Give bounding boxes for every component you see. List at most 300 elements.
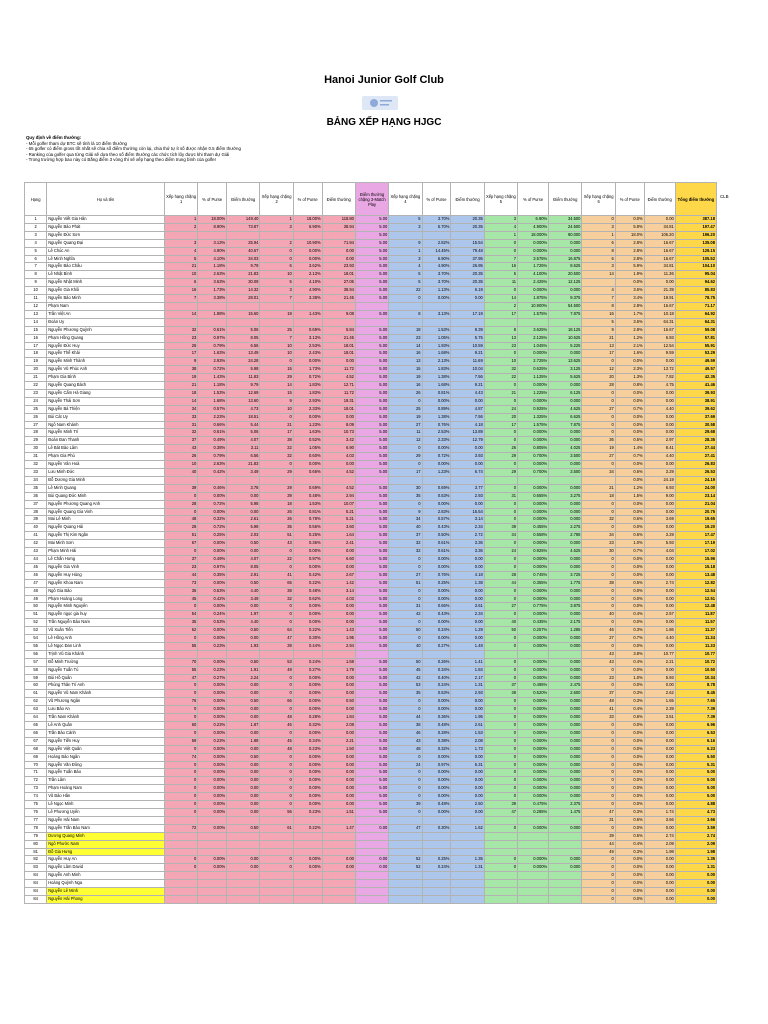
points5-cell: 0.000 xyxy=(549,864,582,872)
points6-cell: 21.39 xyxy=(644,287,675,295)
points2-cell: 2.67 xyxy=(322,571,355,579)
purse2-cell: 0.81% xyxy=(293,508,322,516)
points6-cell: 0.00 xyxy=(644,880,675,888)
total-cell: 5.00 xyxy=(675,793,716,801)
rank4-cell: 5 xyxy=(389,271,422,279)
purse2-cell: 0.00% xyxy=(293,611,322,619)
points5-cell: 0.000 xyxy=(549,508,582,516)
rank6-cell xyxy=(582,476,615,484)
purse1-cell xyxy=(198,302,227,310)
points5-cell: 0.000 xyxy=(549,761,582,769)
table-row xyxy=(25,603,717,611)
match-points-cell: 5.00 xyxy=(355,698,388,706)
rank1-cell: 0 xyxy=(164,706,197,714)
table-row xyxy=(25,627,717,635)
points6-cell: 0.00 xyxy=(644,722,675,730)
points2-cell: 0.00 xyxy=(322,563,355,571)
points1-cell: 0.00 xyxy=(227,729,260,737)
rank6-cell: 0 xyxy=(582,729,615,737)
table-row xyxy=(25,769,717,777)
points6-cell: 24.19 xyxy=(644,476,675,484)
purse6-cell: 2.8% xyxy=(615,255,644,263)
purse4-cell: 0.00% xyxy=(422,587,451,595)
total-cell: 55.91 xyxy=(675,342,716,350)
purse5-cell xyxy=(518,895,549,903)
purse1-cell: 0.00% xyxy=(198,769,227,777)
purse1-cell: 3.38% xyxy=(198,295,227,303)
purse4-cell: 3.70% xyxy=(422,279,451,287)
rank1-cell: 0 xyxy=(164,769,197,777)
points5-cell: 6.625 xyxy=(549,413,582,421)
rank5-cell xyxy=(484,888,517,896)
col-points6: Điểm thưởng xyxy=(644,183,675,216)
purse1-cell xyxy=(198,872,227,880)
purse2-cell: 0.48% xyxy=(293,587,322,595)
purse2-cell: 1.73% xyxy=(293,366,322,374)
points1-cell xyxy=(227,476,260,484)
ranking-table-wrap xyxy=(24,182,717,904)
rank2-cell: 0 xyxy=(260,706,293,714)
points6-cell: 2.57 xyxy=(644,611,675,619)
rank1-cell: 19 xyxy=(164,374,197,382)
rank1-cell: 59 xyxy=(164,737,197,745)
rank-cell: 30 xyxy=(25,445,47,453)
rank6-cell: 0 xyxy=(582,745,615,753)
points1-cell: 0.00 xyxy=(227,548,260,556)
purse6-cell: 2.1% xyxy=(615,342,644,350)
points4-cell: 11.69 xyxy=(451,358,484,366)
purse5-cell: 6.90% xyxy=(518,216,549,224)
rank6-cell: 48 xyxy=(582,698,615,706)
points5-cell: 18.125 xyxy=(549,326,582,334)
rank-cell: 61 xyxy=(25,690,47,698)
match-points-cell: 5.00 xyxy=(355,571,388,579)
points4-cell: 9.21 xyxy=(451,350,484,358)
points2-cell: 6.60 xyxy=(322,555,355,563)
points5-cell: 0.000 xyxy=(549,350,582,358)
purse1-cell: 0.46% xyxy=(198,484,227,492)
rank4-cell: 3 xyxy=(389,223,422,231)
name-cell: Nguyễn Quang Gia Vinh xyxy=(47,508,165,516)
table-row xyxy=(25,595,717,603)
points5-cell: 0.000 xyxy=(549,753,582,761)
points1-cell: 5.06 xyxy=(227,326,260,334)
points6-cell: 4.75 xyxy=(644,382,675,390)
match-points-cell: 5.00 xyxy=(355,595,388,603)
total-cell: 1.98 xyxy=(675,848,716,856)
match-points-cell: 5.00 xyxy=(355,287,388,295)
name-cell: Nguyễn Việt Quân xyxy=(47,745,165,753)
points6-cell: 1.98 xyxy=(644,848,675,856)
points2-cell: 3.60 xyxy=(322,524,355,532)
name-cell: Lê Hồng Anh xyxy=(47,635,165,643)
rank1-cell: 32 xyxy=(164,429,197,437)
table-row xyxy=(25,587,717,595)
purse2-cell: 0.34% xyxy=(293,737,322,745)
rank-cell: 79 xyxy=(25,832,47,840)
points6-cell: 0.00 xyxy=(644,729,675,737)
points5-cell: 1.475 xyxy=(549,808,582,816)
purse2-cell: 0.00% xyxy=(293,358,322,366)
points5-cell: 9.375 xyxy=(549,295,582,303)
purse4-cell: 0.24% xyxy=(422,864,451,872)
points6-cell: 0.00 xyxy=(644,824,675,832)
purse5-cell: 3.575% xyxy=(518,255,549,263)
rank6-cell: 0 xyxy=(582,619,615,627)
match-points-cell: 5.00 xyxy=(355,500,388,508)
purse1-cell: 0.23% xyxy=(198,722,227,730)
rank-cell: 66 xyxy=(25,729,47,737)
table-row xyxy=(25,777,717,785)
rank5-cell: 0 xyxy=(484,516,517,524)
rank1-cell: 0 xyxy=(164,745,197,753)
purse6-cell: 1.9% xyxy=(615,271,644,279)
points1-cell: 4.40 xyxy=(227,619,260,627)
table-row xyxy=(25,801,717,809)
purse4-cell xyxy=(422,895,451,903)
points6-cell: 0.00 xyxy=(644,421,675,429)
rank1-cell: 0 xyxy=(164,808,197,816)
rank5-cell: 0 xyxy=(484,769,517,777)
rank6-cell: 46 xyxy=(582,627,615,635)
rank6-cell: 20 xyxy=(582,374,615,382)
rank2-cell: 48 xyxy=(260,745,293,753)
col-rank: Hạng xyxy=(25,183,47,216)
points1-cell: 8.05 xyxy=(227,334,260,342)
match-points-cell: 5.00 xyxy=(355,429,388,437)
rank4-cell xyxy=(389,840,422,848)
rank-cell: 4 xyxy=(25,239,47,247)
table-row xyxy=(25,840,717,848)
rank4-cell: 46 xyxy=(389,729,422,737)
points2-cell: 0.00 xyxy=(322,247,355,255)
rank2-cell: 0 xyxy=(260,864,293,872)
points1-cell: 2.03 xyxy=(227,532,260,540)
rank2-cell xyxy=(260,872,293,880)
table-row xyxy=(25,358,717,366)
points6-cell: 0.00 xyxy=(644,595,675,603)
purse1-cell: 0.00% xyxy=(198,627,227,635)
purse4-cell xyxy=(422,476,451,484)
points1-cell: 149.40 xyxy=(227,216,260,224)
name-cell: Lê Bát Bảo Lâm xyxy=(47,445,165,453)
rank1-cell: 0 xyxy=(164,761,197,769)
rank2-cell: 45 xyxy=(260,737,293,745)
table-row xyxy=(25,334,717,342)
table-row xyxy=(25,500,717,508)
rank1-cell xyxy=(164,318,197,326)
rank4-cell xyxy=(389,650,422,658)
rank6-cell: 43 xyxy=(582,650,615,658)
name-cell: Phạm Gia Phú xyxy=(47,453,165,461)
purse5-cell: 0.000% xyxy=(518,429,549,437)
rank4-cell: 48 xyxy=(389,745,422,753)
points6-cell: 9.00 xyxy=(644,492,675,500)
rank2-cell: 0 xyxy=(260,682,293,690)
rank1-cell: 38 xyxy=(164,366,197,374)
name-cell: Trần Việt An xyxy=(47,310,165,318)
total-cell: 78.75 xyxy=(675,295,716,303)
match-points-cell: 5.00 xyxy=(355,382,388,390)
rank-cell: 77 xyxy=(25,816,47,824)
rank1-cell: 48 xyxy=(164,516,197,524)
purse6-cell: 0.6% xyxy=(615,532,644,540)
match-points-cell: 5.00 xyxy=(355,635,388,643)
table-row xyxy=(25,674,717,682)
points2-cell: 4.03 xyxy=(322,453,355,461)
table-row xyxy=(25,302,717,310)
purse5-cell: 0.000% xyxy=(518,745,549,753)
points1-cell: 0.00 xyxy=(227,492,260,500)
rank6-cell: 3 xyxy=(582,263,615,271)
rank1-cell: 10 xyxy=(164,271,197,279)
rank4-cell: 0 xyxy=(389,753,422,761)
ranking-table xyxy=(24,182,717,904)
purse4-cell: 0.81% xyxy=(422,389,451,397)
match-points-cell xyxy=(355,476,388,484)
purse5-cell: 0.285% xyxy=(518,808,549,816)
points4-cell: 4.18 xyxy=(451,421,484,429)
purse6-cell: 1.2% xyxy=(615,334,644,342)
rank2-cell: 10 xyxy=(260,271,293,279)
rank-cell: 54 xyxy=(25,635,47,643)
rank6-cell: 0 xyxy=(582,864,615,872)
points4-cell: 2.17 xyxy=(451,674,484,682)
rank-cell: 34 xyxy=(25,476,47,484)
table-row xyxy=(25,666,717,674)
table-row xyxy=(25,635,717,643)
rank2-cell xyxy=(260,476,293,484)
total-cell: 13.48 xyxy=(675,571,716,579)
name-cell: Nguyễn Thị Kim Ngân xyxy=(47,532,165,540)
points4-cell xyxy=(451,895,484,903)
purse1-cell: 1.53% xyxy=(198,389,227,397)
match-points-cell: 5.00 xyxy=(355,722,388,730)
points5-cell: 0.000 xyxy=(549,540,582,548)
rank4-cell: 0 xyxy=(389,461,422,469)
rank6-cell: 0 xyxy=(582,421,615,429)
purse2-cell: 0.78% xyxy=(293,516,322,524)
rank-cell: 47 xyxy=(25,579,47,587)
name-cell: Nguyễn Lâm David xyxy=(47,864,165,872)
purse2-cell: 0.23% xyxy=(293,808,322,816)
purse1-cell: 0.00% xyxy=(198,777,227,785)
purse1-cell xyxy=(198,848,227,856)
points2-cell: 1.50 xyxy=(322,745,355,753)
points6-cell: 4.40 xyxy=(644,453,675,461)
rank1-cell: 16 xyxy=(164,287,197,295)
match-points-cell: 5.00 xyxy=(355,445,388,453)
name-cell: Lê Chấn Hưng xyxy=(47,555,165,563)
rank-cell: 40 xyxy=(25,524,47,532)
purse5-cell: 0.000% xyxy=(518,611,549,619)
rank5-cell: 24 xyxy=(484,548,517,556)
match-points-cell: 5.00 xyxy=(355,247,388,255)
table-row xyxy=(25,737,717,745)
points2-cell: 8.09 xyxy=(322,421,355,429)
points2-cell: 1.51 xyxy=(322,808,355,816)
name-cell: Nguyễn Tuấn Bảo xyxy=(47,769,165,777)
rank1-cell: 28 xyxy=(164,524,197,532)
table-row xyxy=(25,824,717,832)
purse5-cell: 0.000% xyxy=(518,864,549,872)
name-cell: Nguyễn Khoa Nam xyxy=(47,579,165,587)
rank2-cell: 2 xyxy=(260,239,293,247)
purse1-cell: 0.27% xyxy=(198,674,227,682)
purse4-cell: 0.48% xyxy=(422,801,451,809)
points6-cell: 106.20 xyxy=(644,231,675,239)
points4-cell: 2.34 xyxy=(451,524,484,532)
purse6-cell: 0.0% xyxy=(615,666,644,674)
table-row xyxy=(25,421,717,429)
rank-cell: 72 xyxy=(25,777,47,785)
total-cell: 135.08 xyxy=(675,239,716,247)
points2-cell: 11.72 xyxy=(322,389,355,397)
rank4-cell: 31 xyxy=(389,603,422,611)
rank-cell: 35 xyxy=(25,484,47,492)
points1-cell: 0.00 xyxy=(227,777,260,785)
purse2-cell: 1.83% xyxy=(293,382,322,390)
rank2-cell: 66 xyxy=(260,698,293,706)
points6-cell: 0.00 xyxy=(644,785,675,793)
rank6-cell: 0 xyxy=(582,793,615,801)
purse2-cell: 0.00% xyxy=(293,801,322,809)
points5-cell: 5.225 xyxy=(549,342,582,350)
rank5-cell: 0 xyxy=(484,729,517,737)
points4-cell: 0.00 xyxy=(451,706,484,714)
rank1-cell: 5 xyxy=(164,255,197,263)
rank-cell: 36 xyxy=(25,492,47,500)
purse6-cell: 0.0% xyxy=(615,279,644,287)
purse4-cell: 1.53% xyxy=(422,326,451,334)
rank6-cell: 8 xyxy=(582,302,615,310)
table-row xyxy=(25,571,717,579)
points4-cell: 0.00 xyxy=(451,445,484,453)
points1-cell: 0.50 xyxy=(227,579,260,587)
purse5-cell: 0.000% xyxy=(518,635,549,643)
rank-cell: 9 xyxy=(25,279,47,287)
points6-cell: 2.62 xyxy=(644,690,675,698)
rank5-cell: 39 xyxy=(484,524,517,532)
points5-cell: 0.000 xyxy=(549,247,582,255)
rank4-cell: 40 xyxy=(389,524,422,532)
points4-cell xyxy=(451,848,484,856)
points5-cell: 3.725 xyxy=(549,571,582,579)
purse1-cell: 0.00% xyxy=(198,603,227,611)
points5-cell xyxy=(549,848,582,856)
name-cell: Bùi Cát Uy xyxy=(47,413,165,421)
purse5-cell: 0.000% xyxy=(518,706,549,714)
purse6-cell: 0.0% xyxy=(615,429,644,437)
purse5-cell xyxy=(518,872,549,880)
points2-cell: 0.00 xyxy=(322,864,355,872)
rank1-cell: 14 xyxy=(164,397,197,405)
points2-cell: 0.00 xyxy=(322,461,355,469)
points1-cell: 30.09 xyxy=(227,279,260,287)
points4-cell: 1.53 xyxy=(451,729,484,737)
rank1-cell: 37 xyxy=(164,555,197,563)
purse5-cell: 0.000% xyxy=(518,563,549,571)
purse2-cell: 0.00% xyxy=(293,793,322,801)
name-cell: Trần Lâm xyxy=(47,777,165,785)
rank5-cell: 24 xyxy=(484,405,517,413)
purse2-cell: 10.90% xyxy=(293,239,322,247)
match-points-cell: 5.00 xyxy=(355,405,388,413)
col-purse1: % of Purse xyxy=(198,183,227,216)
points2-cell: 0.00 xyxy=(322,611,355,619)
purse1-cell: 1.43% xyxy=(198,374,227,382)
points4-cell: 0.00 xyxy=(451,595,484,603)
rank5-cell: 37 xyxy=(484,682,517,690)
name-cell: Nguyễn Phương Quang Anh xyxy=(47,500,165,508)
rank-cell: 62 xyxy=(25,698,47,706)
rank1-cell: 72 xyxy=(164,824,197,832)
points2-cell: 4.52 xyxy=(322,469,355,477)
purse4-cell: 0.00% xyxy=(422,619,451,627)
points6-cell: 12.54 xyxy=(644,342,675,350)
purse4-cell: 0.50% xyxy=(422,532,451,540)
points4-cell xyxy=(451,302,484,310)
rank4-cell: 1 xyxy=(389,247,422,255)
rank2-cell: 29 xyxy=(260,484,293,492)
purse4-cell: 0.00% xyxy=(422,698,451,706)
purse6-cell: 0.3% xyxy=(615,627,644,635)
points6-cell: 5.93 xyxy=(644,674,675,682)
rank6-cell: 0 xyxy=(582,595,615,603)
purse1-cell: 0.23% xyxy=(198,642,227,650)
purse6-cell: 0.0% xyxy=(615,595,644,603)
purse4-cell: 0.38% xyxy=(422,737,451,745)
points5-cell: 2.788 xyxy=(549,532,582,540)
rank1-cell: 74 xyxy=(164,753,197,761)
points5-cell: 0.000 xyxy=(549,824,582,832)
rank1-cell: 31 xyxy=(164,421,197,429)
rank-cell: 58 xyxy=(25,666,47,674)
rank2-cell: 29 xyxy=(260,374,293,382)
points6-cell: 16.67 xyxy=(644,255,675,263)
name-cell: Phạm Hồng Quang xyxy=(47,334,165,342)
purse2-cell: 0.30% xyxy=(293,635,322,643)
points6-cell: 0.00 xyxy=(644,358,675,366)
points2-cell: 0.00 xyxy=(322,753,355,761)
rank2-cell: 61 xyxy=(260,824,293,832)
points5-cell: 34.500 xyxy=(549,216,582,224)
points2-cell: 0.00 xyxy=(322,856,355,864)
rank2-cell: 0 xyxy=(260,611,293,619)
rank-cell: 74 xyxy=(25,793,47,801)
points2-cell: 0.00 xyxy=(322,619,355,627)
rank5-cell: 0 xyxy=(484,595,517,603)
purse6-cell: 1.7% xyxy=(615,310,644,318)
points4-cell: 2.61 xyxy=(451,722,484,730)
purse2-cell: 0.25% xyxy=(293,532,322,540)
points5-cell: 6.125 xyxy=(549,389,582,397)
purse1-cell: 1.18% xyxy=(198,382,227,390)
name-cell: Nguyễn Cẩm Hà Giang xyxy=(47,389,165,397)
points1-cell: 0.00 xyxy=(227,801,260,809)
points1-cell: 2.91 xyxy=(227,571,260,579)
rank4-cell: 42 xyxy=(389,674,422,682)
points1-cell: 4.40 xyxy=(227,587,260,595)
rank2-cell xyxy=(260,650,293,658)
purse2-cell: 0.23% xyxy=(293,745,322,753)
rank4-cell xyxy=(389,816,422,824)
points4-cell: 1.41 xyxy=(451,658,484,666)
rank6-cell: 0 xyxy=(582,216,615,224)
rank6-cell: 17 xyxy=(582,350,615,358)
purse2-cell: 1.05% xyxy=(293,445,322,453)
points2-cell: 11.72 xyxy=(322,366,355,374)
